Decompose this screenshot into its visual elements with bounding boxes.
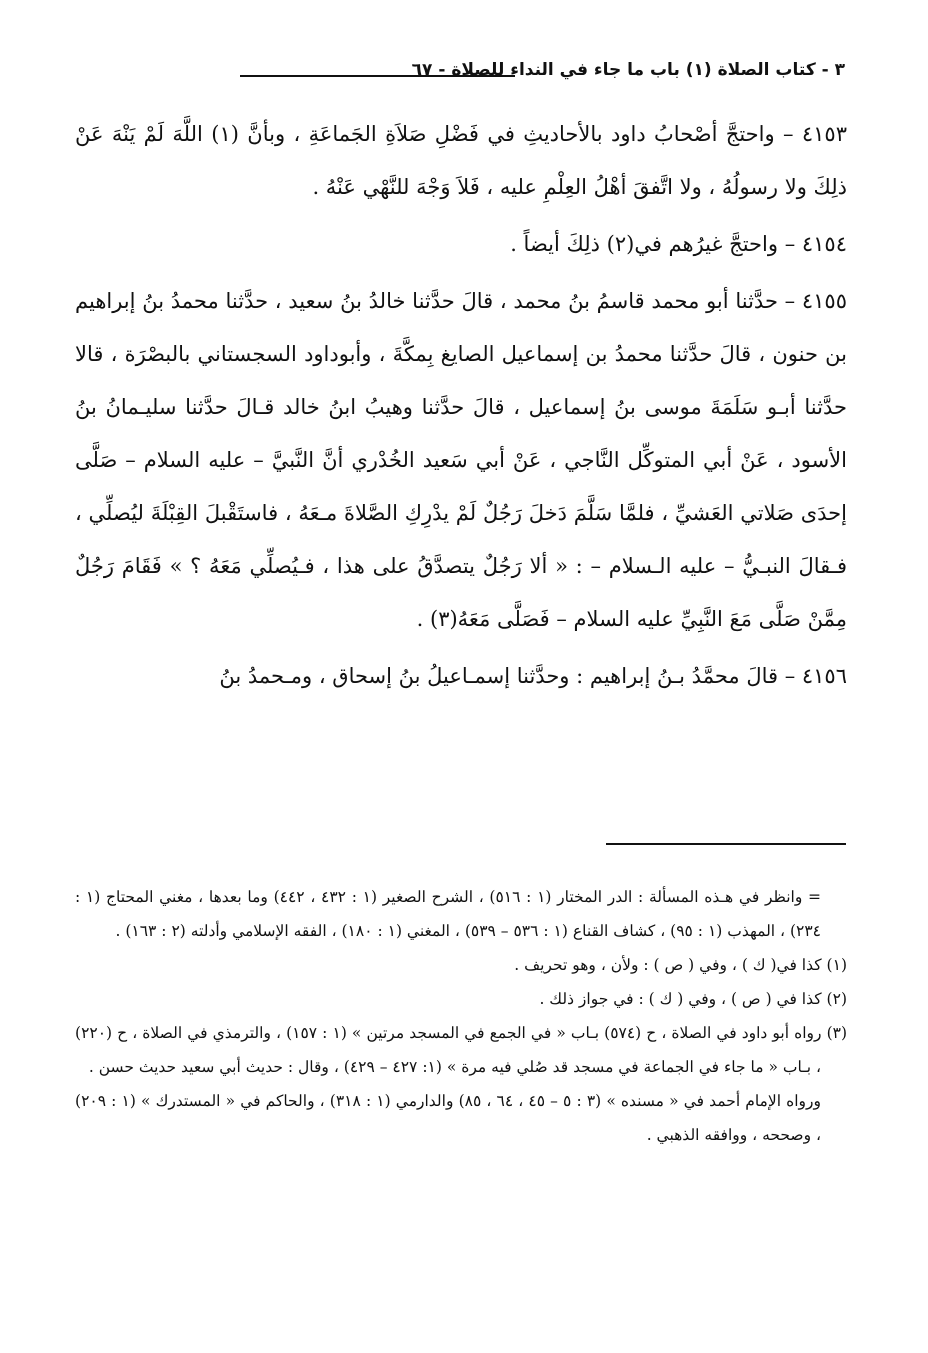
main-text [75,108,847,703]
footnote-continuation: = وانظر في هـذه المسألة : الدر المختار (١ : ٥١٦) ، الشرح الصغير (١ : ٤٣٢ ، ٤٤٢) وما بعدها ، مغني المحتاج (١ : ٢٣٤) ، المهذب (١ : ٩٥) ، كشاف القناع (١ : ٥٣٦ – ٥٣٩) ، المغني (١ : ١٨٠) ، الفقه الإسلامي وأدلته (٢ : ١٦٣) . [75,888,821,940]
paragraph-4156: ٤١٥٦ – قالَ محمَّدُ بـنُ إبراهيم : وحدَّثنا إسمـاعيلُ بنُ إسحاق ، ومـحمدُ بنُ [219,664,847,688]
footnotes [75,880,847,1152]
paragraph-4153: ٤١٥٣ – واحتجَّ أصْحابُ داود بالأحاديثِ في فَضْلِ صَلاَةِ الجَماعَةِ ، وبأنَّ (١) اللَّهَ لَمْ يَنْهَ عَنْ ذلِكَ ولا رسولُهُ ، ولا اتَّفقَ أهْلُ العِلْمِ عليه ، فَلاَ وَجْهَ للنَّهْي عَنْهُ . [75,122,847,199]
page-header [75,60,845,92]
footnote-1: (١) كذا في( ك ) ، وفي ( ص ) : ولأن ، وهو تحريف . [514,956,847,974]
footnote-2: (٢) كذا في ( ص ) ، وفي ( ك ) : في جواز ذلك . [539,990,847,1008]
paragraph-4154: ٤١٥٤ – واحتجَّ غيرُهم في(٢) ذلِكَ أيضاً . [510,232,847,256]
paragraph-4155: ٤١٥٥ – حدَّثنا أبو محمد قاسمُ بنُ محمد ، قالَ حدَّثنا خالدُ بنُ سعيد ، حدَّثنا محمدُ بنُ إبراهيم بن حنون ، قالَ حدَّثنا محمدُ بن إسماعيل الصايغ بِمكَّةَ ، وأبوداود السجستاني بالبصْرَة ، قالا حدَّثنا أبـو سَلَمَةَ موسى بنُ إسماعيل ، قالَ حدَّثنا وهيبُ ابنُ خالد قـالَ حدَّثنا سليـمانُ بنُ الأسود ، عَنْ أبي المتوكِّل النَّاجي ، عَنْ أبي سَعيد الخُدْري أنَّ النَّبيَّ – عليه السلام – صَلَّى إحدَى صَلاتي العَشيِّ ، فلمَّا سَلَّمَ دَخلَ رَجُلٌ لَمْ يدْرِكِ الصَّلاةَ مـعَهُ ، فاستَقْبلَ القِبْلَةَ ليُصلِّي ، فـقالَ النبـيُّ – عليه الـسلام – : « ألا رَجُلٌ يتصدَّقُ على هذا ، فـيُصلِّي مَعَهُ ؟ » فَقَامَ رَجُلٌ مِمَّنْ صَلَّى مَعَ النَّبِيِّ عليه السلام – فَصَلَّى مَعَهُ(٣) . [75,289,847,631]
footnote-3-continued: ورواه الإمام أحمد في « مسنده » (٣ : ٥ – ٤٥ ، ٦٤ ، ٨٥) والدارمي (١ : ٣١٨) ، والحاكم في « المستدرك » (١ : ٢٠٩) ، وصححه ، ووافقه الذهبي . [75,1092,821,1144]
header-rule [240,75,515,77]
footnote-separator [606,843,846,845]
footnote-3: (٣) رواه أبو داود في الصلاة ، ح (٥٧٤) بـاب « في الجمع في المسجد مرتين » (١ : ١٥٧) ، والترمذي في الصلاة ، ح (٢٢٠) ، بـاب « ما جاء في الجماعة في مسجد قد صُلي فيه مرة » (١: ٤٢٧ – ٤٢٩) ، وقال : حديث أبي سعيد حديث حسن . [75,1024,848,1076]
running-title: ٣ - كتاب الصلاة (١) باب ما جاء في النداء للصلاة - ٦٧ [411,60,845,80]
